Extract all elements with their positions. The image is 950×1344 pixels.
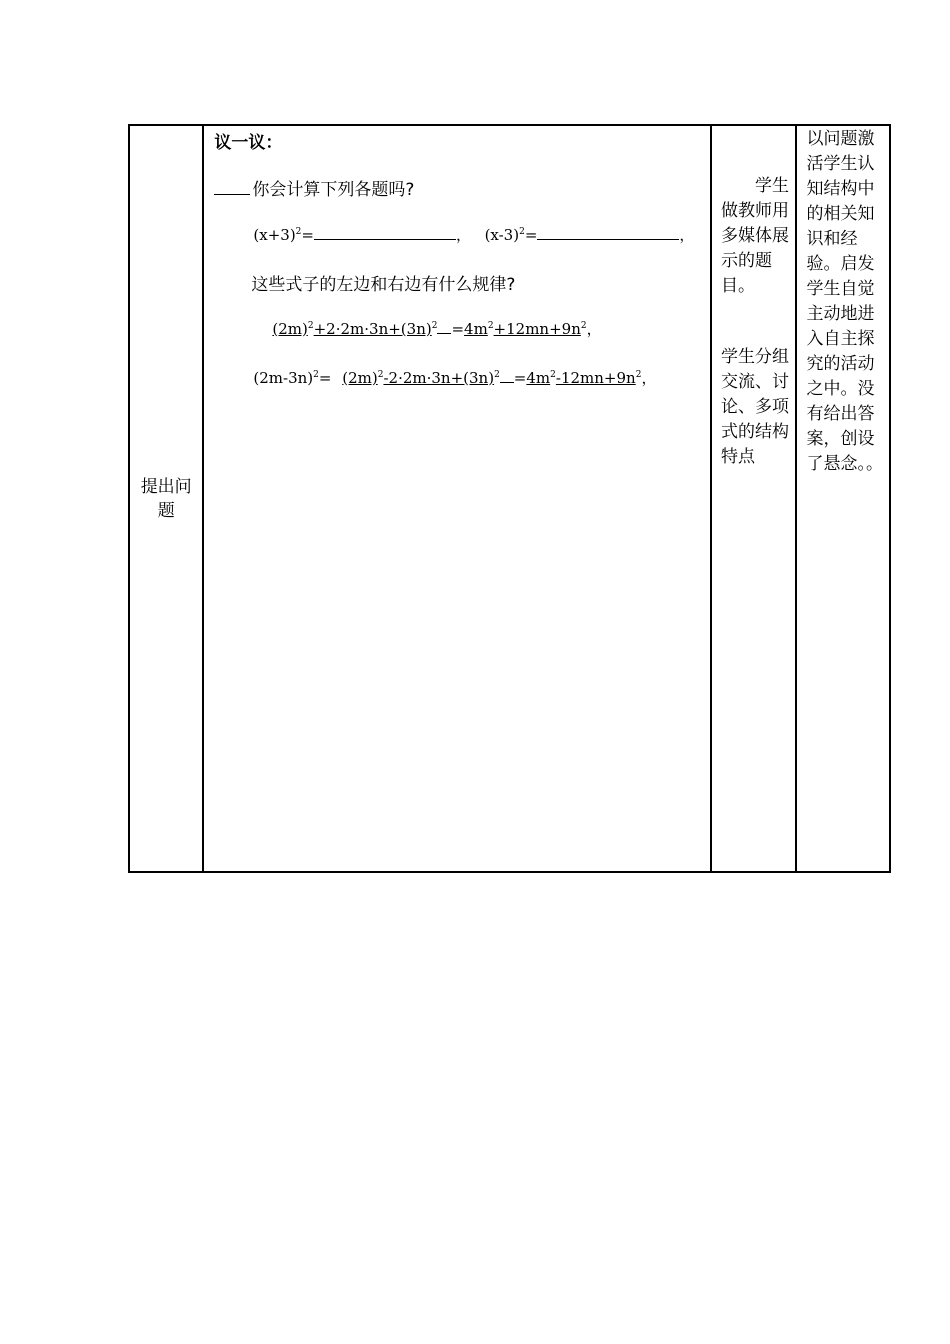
formula1-sep: ， xyxy=(455,226,471,244)
question-text: 你会计算下列各题吗? xyxy=(252,180,415,200)
exponent: 2 xyxy=(550,370,556,380)
line3-result-a: 4m xyxy=(464,320,488,338)
line3-eq: = xyxy=(451,320,465,338)
student-activity-text: 学生做教师用多媒体展示的题目。 xyxy=(721,176,790,296)
exponent: 2 xyxy=(313,370,319,380)
line4-end: ， xyxy=(641,369,657,387)
exponent: 2 xyxy=(519,227,525,237)
intent-cell xyxy=(796,125,890,872)
formula2-left: (x-3) xyxy=(484,226,520,244)
line4-blank xyxy=(500,368,514,383)
line4-result-a: 4m xyxy=(526,369,551,387)
answer-blank-1 xyxy=(314,225,456,240)
line4-eq2: = xyxy=(513,369,527,387)
formula-row-4 xyxy=(253,367,656,388)
exponent: 2 xyxy=(494,370,500,380)
formula-row-1 xyxy=(253,224,694,245)
formula2-end: ， xyxy=(679,226,695,244)
stage-cell xyxy=(129,125,203,872)
question-line xyxy=(214,175,414,200)
content-area xyxy=(204,126,710,871)
rule-question: 这些式子的左边和右边有什么规律? xyxy=(251,275,516,295)
line3-end: ， xyxy=(586,320,602,338)
line3-part1: (2m) xyxy=(272,320,308,338)
formula2-eq: = xyxy=(524,226,538,244)
formula1-eq: = xyxy=(301,226,314,244)
section-heading: 议一议： xyxy=(214,133,283,153)
lesson-plan-table xyxy=(128,124,891,873)
table-row xyxy=(129,125,890,872)
line4-part1: (2m) xyxy=(342,369,378,387)
question-blank xyxy=(214,178,250,195)
line4-eq: = xyxy=(318,369,332,387)
formula-row-3 xyxy=(272,318,601,339)
exponent: 2 xyxy=(431,321,438,331)
stage-label: 提出问题 xyxy=(140,476,192,521)
exponent: 2 xyxy=(580,321,587,331)
group-discussion-text: 学生分组交流、讨论、多项式的结构特点 xyxy=(721,347,790,467)
line4-lhs: (2m-3n) xyxy=(253,369,314,387)
line3-part2: +2·2m·3n+(3n) xyxy=(313,320,432,338)
activity-cell xyxy=(711,125,796,872)
line3-blank xyxy=(437,319,451,334)
exponent: 2 xyxy=(377,370,384,380)
line4-result-b: -12mn+9n xyxy=(555,369,636,387)
exponent: 2 xyxy=(487,321,494,331)
line4-part2: -2·2m·3n+(3n) xyxy=(383,369,495,387)
content-cell xyxy=(203,125,711,872)
exponent: 2 xyxy=(307,321,314,331)
formula1-left: (x+3) xyxy=(253,226,296,244)
answer-blank-2 xyxy=(537,225,679,240)
line3-result-b: +12mn+9n xyxy=(493,320,581,338)
design-intent-text: 以问题激活学生认知结构中的相关知识和经验。启发学生自觉主动地进入自主探究的活动之中。没有给出答案，创设了悬念。。 xyxy=(806,129,883,474)
exponent: 2 xyxy=(295,227,302,237)
exponent: 2 xyxy=(635,370,642,380)
